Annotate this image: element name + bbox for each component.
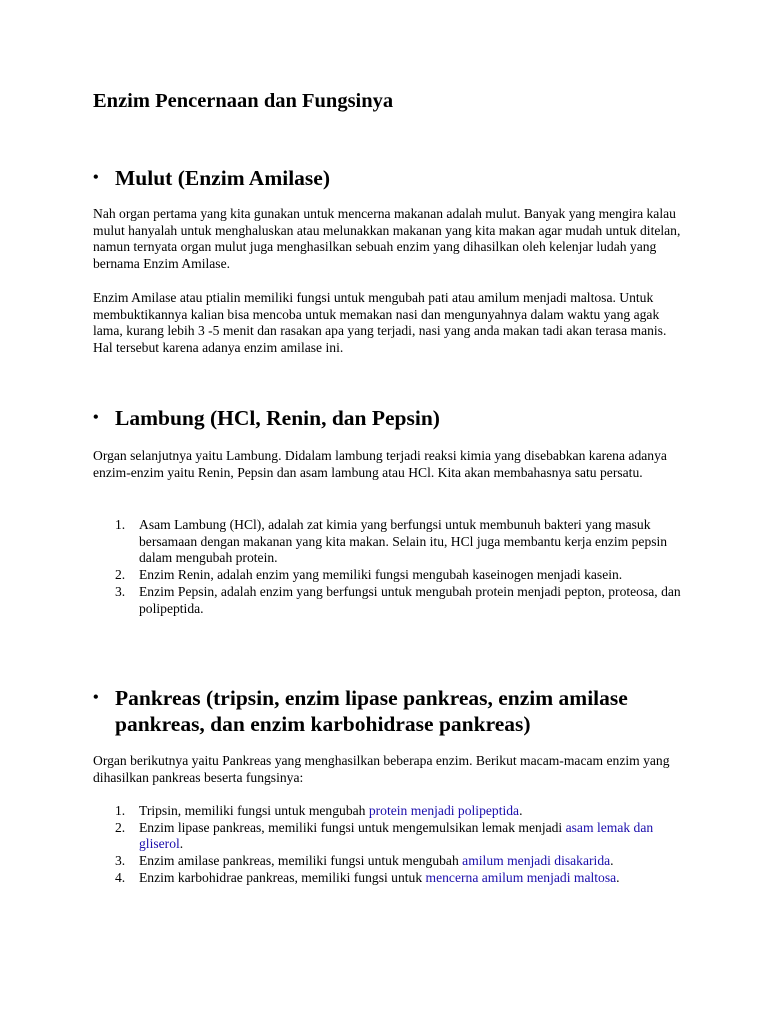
list-item-text: Enzim amilase pankreas, memiliki fungsi untuk mengubah [139,853,463,869]
list-item [93,803,683,820]
content-link[interactable]: amilum menjadi disakarida [462,853,611,869]
content-link[interactable]: asam lemak dan gliserol [139,819,654,852]
list-item-text: Enzim lipase pankreas, memiliki fungsi untuk mengemulsikan lemak menjadi [139,819,566,835]
list-item [93,820,683,853]
numbered-list-pankreas [93,803,683,887]
section-heading-text: Lambung (HCl, Renin, dan Pepsin) [115,406,440,430]
section-heading-lambung [93,405,675,431]
list-item-text: Enzim Renin, adalah enzim yang memiliki fungsi mengubah kaseinogen menjadi kasein. [139,567,623,583]
section-heading-pankreas [93,685,675,737]
numbered-list-lambung [93,517,683,617]
bullet-icon: • [93,689,99,706]
list-item-text: Enzim karbohidrae pankreas, memiliki fungsi untuk [139,869,426,885]
list-item [93,853,683,870]
paragraph: Enzim Amilase atau ptialin memiliki fungsi untuk mengubah pati atau amilum menjadi maltosa. Untuk membuktikannya kalian bisa mencoba untuk memakan nasi dan mengunyahnya dalam waktu yang agak lama, kurang lebih 3 -5 menit dan rasakan apa yang terjadi, nasi yang anda makan tadi akan terasa manis. Hal tersebut karena adanya enzim amilase ini. [93,290,667,356]
list-item-punctuation: . [519,803,523,818]
list-item [93,584,683,617]
list-item-punctuation: . [616,869,620,885]
paragraph: Organ selanjutnya yaitu Lambung. Didalam lambung terjadi reaksi kimia yang disebabkan karena adanya enzim-enzim yaitu Renin, Pepsin dan asam lambung atau HCl. Kita akan membahasnya satu persatu. [93,448,667,480]
content-link[interactable]: mencerna amilum menjadi maltosa [425,869,617,885]
content-link[interactable]: protein menjadi polipeptida [368,803,520,818]
bullet-icon: • [93,409,99,426]
list-item [93,517,683,567]
list-number: 2. [115,567,126,583]
list-item [93,870,683,887]
section-heading-text: Mulut (Enzim Amilase) [115,166,330,190]
bullet-icon: • [93,169,99,186]
list-item-punctuation: . [610,853,614,869]
list-item-punctuation: . [179,836,184,852]
list-number: 4. [115,869,126,885]
paragraph: Nah organ pertama yang kita gunakan untuk mencerna makanan adalah mulut. Banyak yang mengira kalau mulut hanyalah untuk menghaluskan atau melunakkan makanan yang kita makan agar mudah untuk ditelan, namun ternyata organ mulut juga menghasilkan sebuah enzim yang dihasilkan oleh kelenjar ludah yang bernama Enzim Amilase. [93,206,681,272]
list-number: 3. [115,853,126,869]
section-heading-text: Pankreas (tripsin, enzim lipase pankreas, enzim amilase pankreas, dan enzim karbohidrase pankreas) [115,686,628,736]
section-heading-mulut [93,165,675,191]
list-item [93,567,683,584]
page-title: Enzim Pencernaan dan Fungsinya [93,90,394,112]
list-item-text: Asam Lambung (HCl), adalah zat kimia yang berfungsi untuk membunuh bakteri yang masuk bersamaan dengan makanan yang kita makan. Selain itu, HCl juga membantu kerja enzim pepsin dalam mengubah protein. [139,517,668,566]
list-number: 2. [115,819,126,835]
list-number: 3. [115,583,126,599]
list-number: 1. [115,803,126,818]
paragraph: Organ berikutnya yaitu Pankreas yang menghasilkan beberapa enzim. Berikut macam-macam enzim yang dihasilkan pankreas beserta fungsinya: [93,753,670,785]
list-number: 1. [115,517,126,532]
list-item-text: Tripsin, memiliki fungsi untuk mengubah [139,803,369,818]
list-item-text: Enzim Pepsin, adalah enzim yang berfungsi untuk mengubah protein menjadi pepton, proteosa, dan polipeptida. [139,583,681,616]
